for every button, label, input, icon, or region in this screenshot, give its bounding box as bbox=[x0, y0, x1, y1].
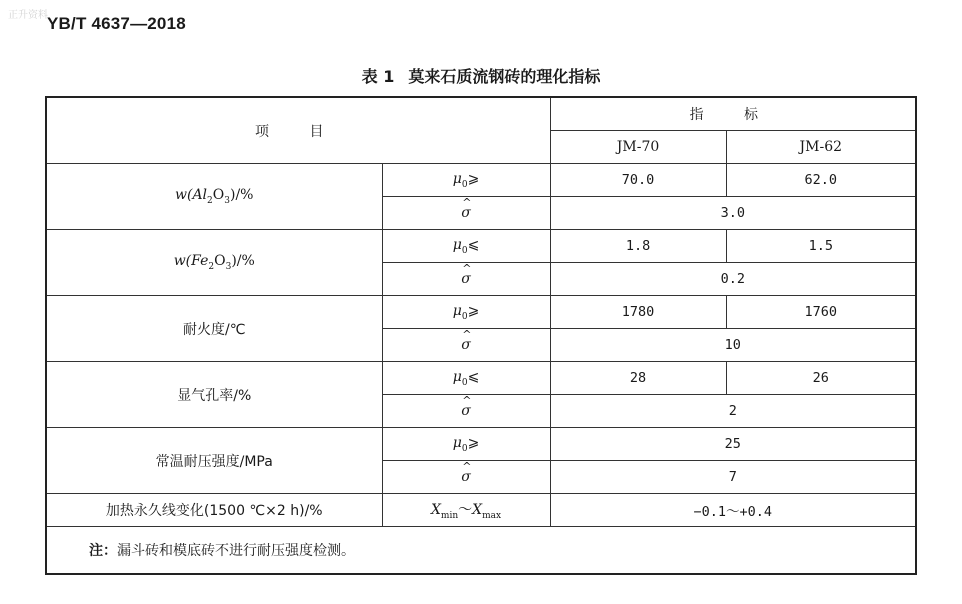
value-cell: 62.0 bbox=[726, 164, 916, 197]
item-permanent-linear-change: 加热永久线变化(1500 ℃×2 h)/% bbox=[46, 494, 382, 527]
table-row bbox=[46, 296, 916, 329]
table-row bbox=[46, 494, 916, 527]
table-caption: 莫来石质流钢砖的理化指标 bbox=[408, 67, 601, 86]
item-header: 项 目 bbox=[46, 97, 550, 164]
value-cell: 2 bbox=[550, 395, 916, 428]
value-cell: 1780 bbox=[550, 296, 726, 329]
sigma-symbol: ^ σ bbox=[382, 263, 550, 296]
item-al2o3: $w(Al_2O_3)/\%$ bbox=[46, 164, 382, 230]
table-row bbox=[46, 230, 916, 263]
value-cell: 1760 bbox=[726, 296, 916, 329]
value-cell: 70.0 bbox=[550, 164, 726, 197]
value-cell: 26 bbox=[726, 362, 916, 395]
value-cell: 0.2 bbox=[550, 263, 916, 296]
table-row bbox=[46, 428, 916, 461]
table-title bbox=[0, 64, 962, 87]
value-cell: 1.5 bbox=[726, 230, 916, 263]
value-cell: 28 bbox=[550, 362, 726, 395]
sigma-symbol: ^ σ bbox=[382, 329, 550, 362]
grade-jm70: JM-70 bbox=[550, 131, 726, 164]
item-fe2o3: $w(Fe_2O_3)/\%$ bbox=[46, 230, 382, 296]
note-row bbox=[46, 527, 916, 575]
standard-code: YB/T 4637—2018 bbox=[47, 14, 186, 33]
value-cell: 3.0 bbox=[550, 197, 916, 230]
mean-le-symbol: $\mu_0⩽$ bbox=[382, 230, 550, 263]
table-number: 表 1 bbox=[361, 67, 395, 86]
value-cell: 10 bbox=[550, 329, 916, 362]
sigma-symbol: ^ σ bbox=[382, 395, 550, 428]
range-symbol: $X_{min}\sim X_{max}$ bbox=[382, 494, 550, 527]
header-row bbox=[46, 97, 916, 131]
sigma-symbol: ^ σ bbox=[382, 197, 550, 230]
properties-table bbox=[45, 96, 917, 575]
note-label: 注： bbox=[89, 543, 117, 559]
watermark: 正升资料 bbox=[8, 10, 48, 21]
value-cell: 25 bbox=[550, 428, 916, 461]
mean-ge-symbol: $\mu_0⩾$ bbox=[382, 164, 550, 197]
item-cold-crushing-strength: 常温耐压强度/MPa bbox=[46, 428, 382, 494]
index-header: 指 标 bbox=[550, 97, 916, 131]
sigma-symbol: ^ σ bbox=[382, 461, 550, 494]
note-text: 漏斗砖和模底砖不进行耐压强度检测。 bbox=[117, 543, 355, 559]
grade-jm62: JM-62 bbox=[726, 131, 916, 164]
table-row bbox=[46, 362, 916, 395]
table-row bbox=[46, 164, 916, 197]
value-cell: 7 bbox=[550, 461, 916, 494]
mean-ge-symbol: $\mu_0⩾$ bbox=[382, 428, 550, 461]
mean-ge-symbol: $\mu_0⩾$ bbox=[382, 296, 550, 329]
item-apparent-porosity: 显气孔率/% bbox=[46, 362, 382, 428]
value-cell: 1.8 bbox=[550, 230, 726, 263]
table-note bbox=[46, 527, 916, 575]
mean-le-symbol: $\mu_0⩽$ bbox=[382, 362, 550, 395]
item-refractoriness: 耐火度/℃ bbox=[46, 296, 382, 362]
value-cell: −0.1～+0.4 bbox=[550, 494, 916, 527]
